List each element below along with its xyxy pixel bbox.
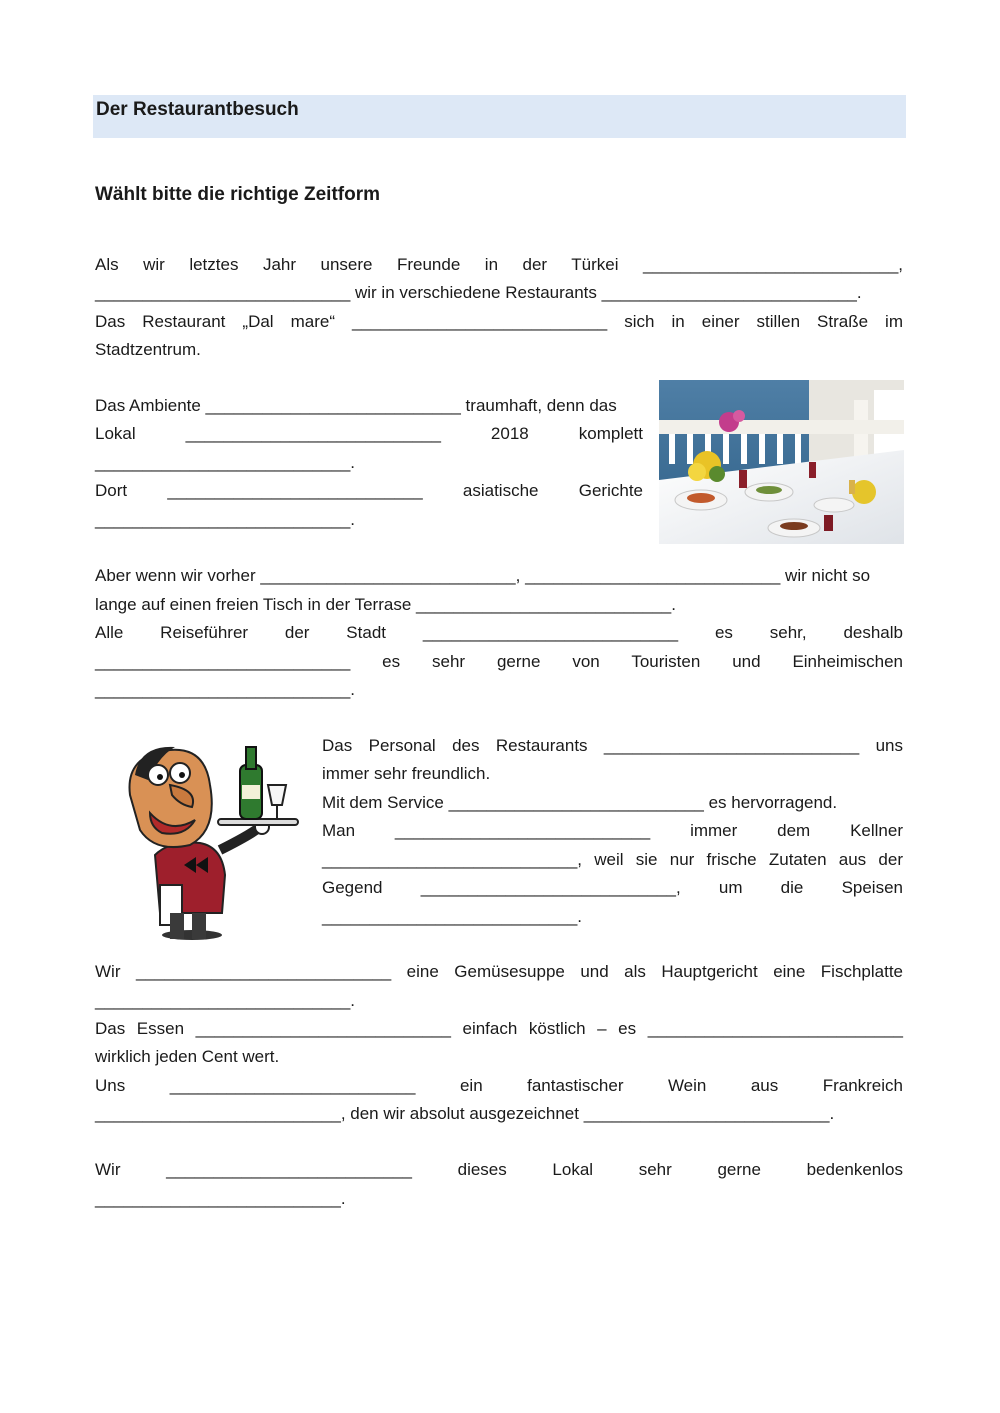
text-line: ___________________________. — [95, 453, 355, 472]
text-line: wirklich jeden Cent wert. — [95, 1047, 280, 1066]
text-line: Das Restaurant „Dal mare“ ___________________________ sich in einer stillen Straße im — [95, 312, 903, 331]
title-band — [93, 95, 906, 138]
text-line: ___________________________. — [95, 680, 355, 699]
text-line: Wir __________________________ dieses Lokal sehr gerne bedenkenlos — [95, 1160, 903, 1179]
page-title: Der Restaurantbesuch — [96, 99, 299, 120]
text-line: ___________________________ es sehr gerne von Touristen und Einheimischen — [95, 652, 903, 671]
text-line: ___________________________. — [322, 907, 582, 926]
text-line: Mit dem Service ___________________________ es hervorragend. — [322, 793, 838, 812]
text-line: Uns __________________________ ein fantastischer Wein aus Frankreich — [95, 1076, 903, 1095]
text-line: Lokal ___________________________ 2018 komplett — [95, 424, 643, 443]
text-line: Das Ambiente ___________________________ traumhaft, denn das — [95, 396, 617, 415]
restaurant-terrace-photo — [659, 380, 904, 544]
instruction-heading: Wählt bitte die richtige Zeitform — [95, 184, 381, 205]
text-line: Stadtzentrum. — [95, 340, 201, 359]
text-line: ___________________________. — [95, 510, 355, 529]
waiter-cartoon — [100, 735, 300, 945]
text-line: Alle Reiseführer der Stadt ___________________________ es sehr, deshalb — [95, 623, 903, 642]
text-line: Wir ___________________________ eine Gemüsesuppe und als Hauptgericht eine Fischplatte — [95, 962, 903, 981]
text-line: Das Personal des Restaurants ___________________________ uns — [322, 736, 903, 755]
text-line: Gegend ___________________________, um die Speisen — [322, 878, 903, 897]
text-line: Als wir letztes Jahr unsere Freunde in der Türkei ___________________________, — [95, 255, 903, 274]
text-line: Man ___________________________ immer dem Kellner — [322, 821, 903, 840]
text-line: __________________________. — [95, 1189, 346, 1208]
text-line: Dort ___________________________ asiatische Gerichte — [95, 481, 643, 500]
text-line: __________________________, den wir absolut ausgezeichnet __________________________. — [95, 1104, 835, 1123]
text-line: ___________________________. — [95, 991, 355, 1010]
text-line: lange auf einen freien Tisch in der Terrase ___________________________. — [95, 595, 676, 614]
text-line: Das Essen ___________________________ einfach köstlich – es ___________________________ — [95, 1019, 903, 1038]
text-line: immer sehr freundlich. — [322, 764, 491, 783]
text-line: Aber wenn wir vorher ___________________________, ___________________________ wir nicht so — [95, 566, 871, 585]
text-line: ___________________________, weil sie nur frische Zutaten aus der — [322, 850, 903, 869]
text-line: ___________________________ wir in verschiedene Restaurants ___________________________. — [95, 283, 862, 302]
